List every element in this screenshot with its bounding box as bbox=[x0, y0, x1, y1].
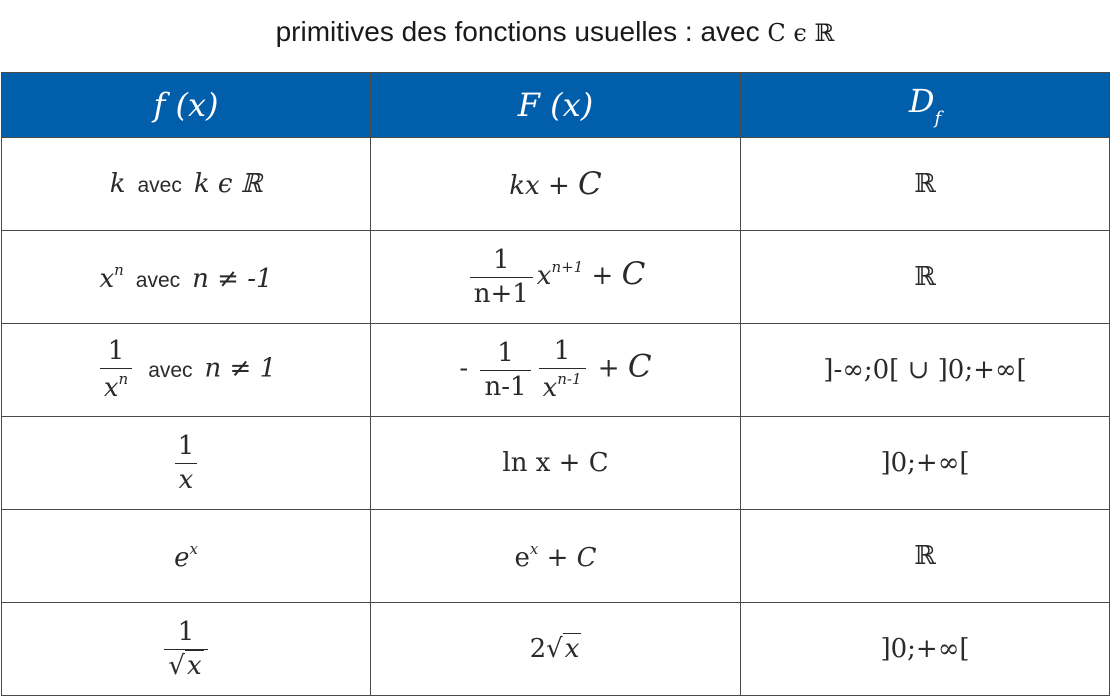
f-base: x bbox=[99, 263, 115, 294]
cell-F bbox=[371, 231, 741, 324]
F-C: C bbox=[578, 166, 602, 202]
F-coef: 2 bbox=[529, 634, 547, 664]
cell-domain: ]0;+∞[ bbox=[741, 417, 1110, 510]
F-rad: x bbox=[564, 634, 580, 664]
f-den-base: x bbox=[103, 373, 119, 403]
f-fraction bbox=[100, 337, 132, 402]
table-row bbox=[2, 510, 1110, 603]
cell-domain: ℝ bbox=[741, 510, 1110, 603]
header-row bbox=[2, 73, 1110, 138]
f-fraction bbox=[164, 618, 207, 680]
header-F: F (x) bbox=[371, 73, 741, 138]
f-word: avec bbox=[135, 268, 181, 292]
F-plus: + bbox=[583, 261, 622, 291]
cell-f bbox=[2, 324, 371, 417]
F-plus: + bbox=[538, 542, 577, 573]
cell-domain: ]0;+∞[ bbox=[741, 603, 1110, 696]
sqrt-symbol: √x bbox=[168, 650, 202, 681]
title-symbol: C ϵ ℝ bbox=[767, 19, 835, 47]
cell-f bbox=[2, 603, 371, 696]
header-domain-main: D bbox=[908, 81, 935, 120]
F-expr: kx + bbox=[509, 171, 578, 201]
F-den-2 bbox=[539, 368, 586, 403]
F-plus: + bbox=[589, 354, 628, 384]
table-row bbox=[2, 417, 1110, 510]
F-den-1: n-1 bbox=[480, 370, 530, 402]
f-num: 1 bbox=[107, 336, 125, 367]
header-domain-sub: f bbox=[934, 107, 942, 129]
table-row bbox=[2, 324, 1110, 417]
f-fraction bbox=[174, 432, 199, 494]
f-k: k bbox=[109, 169, 126, 199]
cell-F: ln x + C bbox=[371, 417, 741, 510]
F-num-2: 1 bbox=[553, 336, 571, 367]
F-fraction-2 bbox=[539, 337, 586, 402]
F-den: n+1 bbox=[470, 277, 533, 309]
f-exp: x bbox=[189, 539, 198, 558]
f-cond: n ≠ 1 bbox=[204, 354, 277, 384]
f-den bbox=[100, 368, 132, 403]
F-fraction-1 bbox=[480, 339, 530, 401]
F-C: C bbox=[576, 542, 597, 573]
F-num-1: 1 bbox=[497, 337, 514, 368]
f-word: avec bbox=[148, 359, 193, 382]
page-title bbox=[0, 16, 1110, 48]
table-row bbox=[2, 138, 1110, 231]
F-C: C bbox=[621, 256, 646, 292]
f-den bbox=[164, 649, 207, 681]
f-den-rad: x bbox=[186, 650, 202, 681]
F-C: C bbox=[627, 349, 652, 385]
header-domain bbox=[741, 73, 1110, 138]
cell-f bbox=[2, 138, 371, 231]
title-text: primitives des fonctions usuelles : avec bbox=[275, 16, 768, 47]
header-f: f (x) bbox=[2, 73, 371, 138]
f-word: avec bbox=[137, 174, 182, 197]
f-exp: n bbox=[114, 260, 124, 279]
f-base: e bbox=[174, 542, 190, 573]
F-minus: - bbox=[459, 354, 477, 384]
F-exp: x bbox=[529, 539, 539, 558]
F-fraction bbox=[470, 246, 533, 308]
F-den2-base: x bbox=[542, 373, 558, 403]
f-num: 1 bbox=[177, 616, 195, 647]
cell-f bbox=[2, 231, 371, 324]
f-cond: n ≠ -1 bbox=[192, 263, 273, 294]
f-num: 1 bbox=[177, 430, 195, 461]
F-exp: n+1 bbox=[551, 258, 584, 276]
cell-domain: ]-∞;0[ ∪ ]0;+∞[ bbox=[741, 324, 1110, 417]
table-row bbox=[2, 231, 1110, 324]
sqrt-symbol: √x bbox=[546, 634, 580, 664]
cell-F bbox=[371, 138, 741, 231]
F-base: e bbox=[514, 542, 530, 573]
cell-domain: ℝ bbox=[741, 231, 1110, 324]
cell-f bbox=[2, 510, 371, 603]
primitives-table bbox=[1, 72, 1110, 696]
F-num: 1 bbox=[492, 244, 510, 275]
cell-f bbox=[2, 417, 371, 510]
cell-domain: ℝ bbox=[741, 138, 1110, 231]
F-base: x bbox=[536, 261, 552, 291]
cell-F bbox=[371, 603, 741, 696]
cell-F bbox=[371, 510, 741, 603]
table-row bbox=[2, 603, 1110, 696]
cell-F bbox=[371, 324, 741, 417]
F-den2-exp: n-1 bbox=[557, 370, 582, 388]
f-den: x bbox=[175, 463, 198, 495]
f-cond: k ϵ ℝ bbox=[193, 169, 263, 199]
f-den-exp: n bbox=[118, 370, 129, 388]
